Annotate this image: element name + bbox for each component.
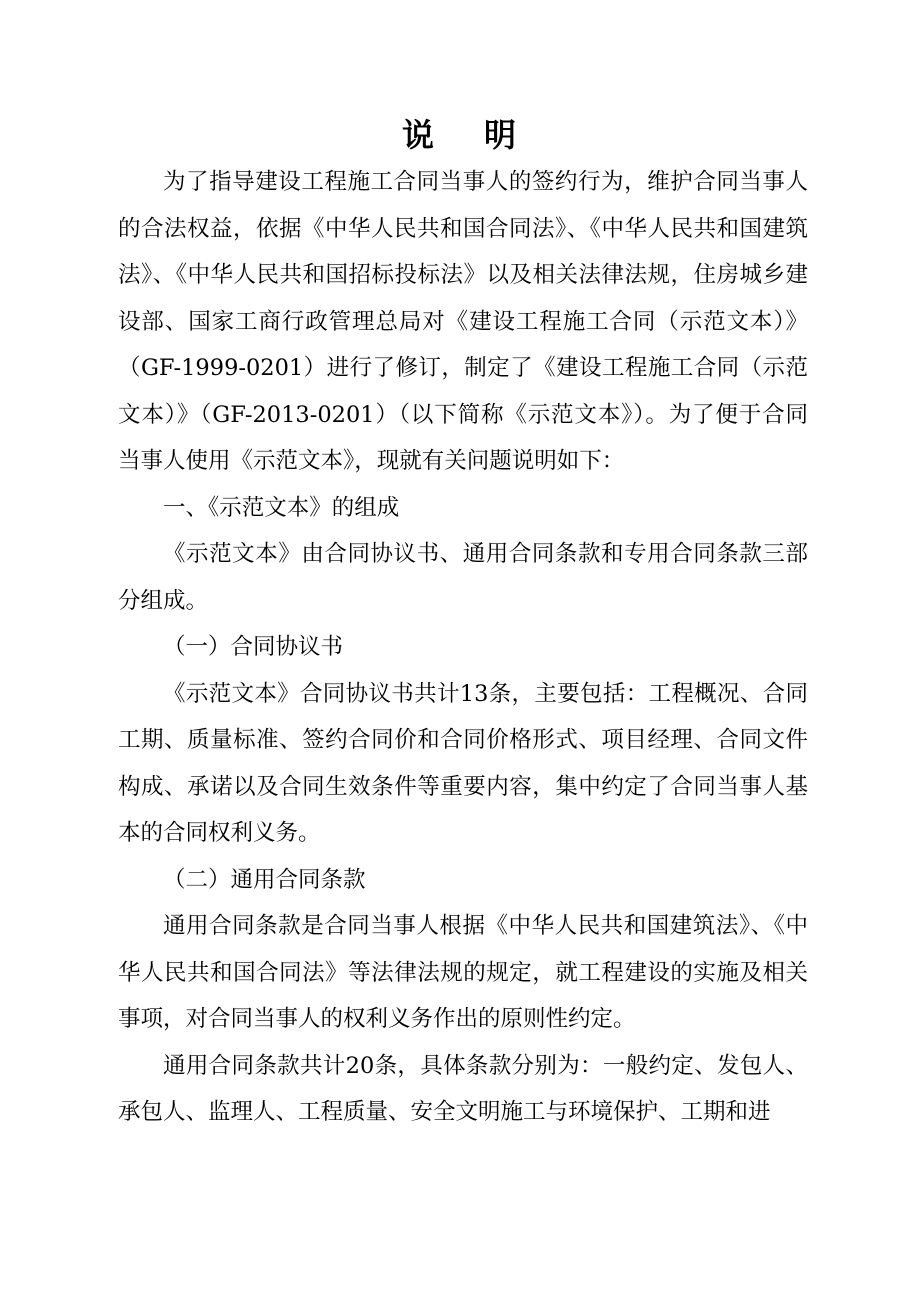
general-terms-paragraph: 通用合同条款是合同当事人根据《中华人民共和国建筑法》、《中华人民共和国合同法》等法律法规的规定，就工程建设的实施及相关事项，对合同当事人的权利义务作出的原则性约定。 xyxy=(118,913,808,1032)
agreement-paragraph: 《示范文本》合同协议书共计13条，主要包括：工程概况、合同工期、质量标准、签约合同价和合同价格形式、项目经理、合同文件构成、承诺以及合同生效条件等重要内容，集中约定了合同当事人基本的合同权利义务。 xyxy=(118,680,808,846)
document-body xyxy=(118,159,808,1136)
title-char-1: 说 xyxy=(401,116,436,154)
title-char-2: 明 xyxy=(484,116,519,154)
composition-paragraph: 《示范文本》由合同协议书、通用合同条款和专用合同条款三部分组成。 xyxy=(118,541,808,614)
section-heading-composition: 一、《示范文本》的组成 xyxy=(163,494,400,521)
subsection-heading-agreement: （一）合同协议书 xyxy=(163,634,344,660)
document-title xyxy=(0,112,920,158)
general-terms-list-paragraph: 通用合同条款共计20条，具体条款分别为：一般约定、发包人、承包人、监理人、工程质量、安全文明施工与环境保护、工期和进 xyxy=(118,1052,808,1125)
intro-paragraph: 为了指导建设工程施工合同当事人的签约行为，维护合同当事人的合法权益，依据《中华人民共和国合同法》、《中华人民共和国建筑法》、《中华人民共和国招标投标法》以及相关法律法规，住房城乡建设部、国家工商行政管理总局对《建设工程施工合同（示范文本）》（GF-1999-0201）进行了修订，制定了《建设工程施工合同（示范文本）》（GF-2013-0201）（以下简称《示范文本》）。为了便于合同当事人使用《示范文本》，现就有关问题说明如下： xyxy=(118,169,808,474)
subsection-heading-general-terms: （二）通用合同条款 xyxy=(163,866,366,893)
